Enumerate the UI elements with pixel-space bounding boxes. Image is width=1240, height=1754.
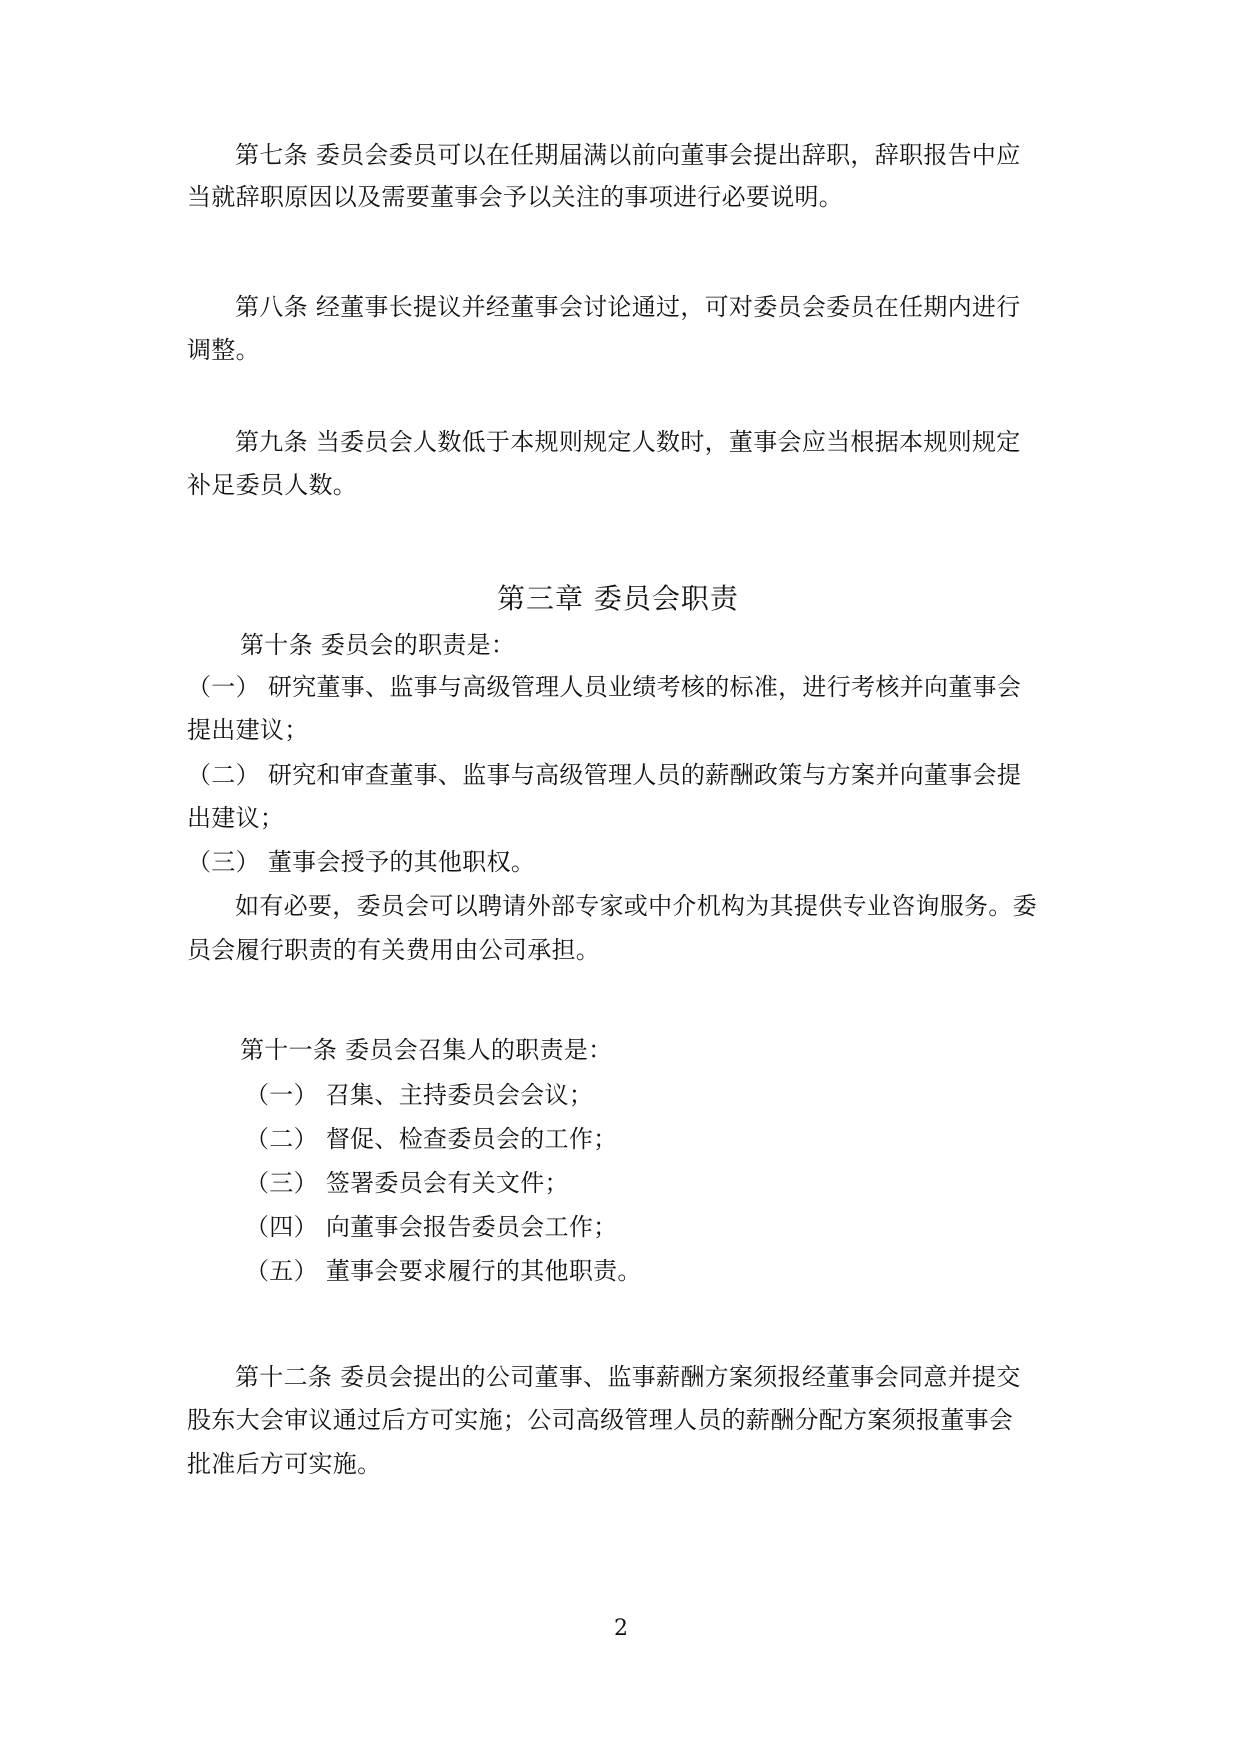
article-10-note-line-1: 如有必要，委员会可以聘请外部专家或中介机构为其提供专业咨询服务。委 (235, 892, 1037, 920)
article-10-note-line-2: 员会履行职责的有关费用由公司承担。 (187, 936, 601, 964)
article-8-line-1: 第八条 经董事长提议并经董事会讨论通过，可对委员会委员在任期内进行 (235, 293, 1021, 321)
article-12-line-1: 第十二条 委员会提出的公司董事、监事薪酬方案须报经董事会同意并提交 (235, 1363, 1021, 1391)
article-11-item: （二） 督促、检查委员会的工作； (245, 1125, 618, 1153)
article-10-intro: 第十条 委员会的职责是： (240, 631, 516, 659)
article-10-item-2-line-1: （二） 研究和审查董事、监事与高级管理人员的薪酬政策与方案并向董事会提 (187, 761, 1022, 789)
article-10-item-2-line-2: 出建议； (187, 804, 285, 832)
page-number: 2 (614, 1616, 629, 1641)
article-9-line-1: 第九条 当委员会人数低于本规则规定人数时，董事会应当根据本规则规定 (235, 428, 1021, 456)
article-11-item: （一） 召集、主持委员会会议； (245, 1081, 594, 1109)
article-8-line-2: 调整。 (187, 336, 260, 364)
article-9-line-2: 补足委员人数。 (187, 471, 358, 499)
article-10-item-1-line-1: （一） 研究董事、监事与高级管理人员业绩考核的标准，进行考核并向董事会 (187, 673, 1022, 701)
article-11-item: （五） 董事会要求履行的其他职责。 (245, 1257, 642, 1285)
article-11-intro: 第十一条 委员会召集人的职责是： (240, 1036, 613, 1064)
article-10-item-1-line-2: 提出建议； (187, 716, 309, 744)
article-7-line-2: 当就辞职原因以及需要董事会予以关注的事项进行必要说明。 (187, 183, 844, 211)
article-12-line-3: 批准后方可实施。 (187, 1450, 382, 1478)
article-11-item: （四） 向董事会报告委员会工作； (245, 1213, 618, 1241)
article-12-line-2: 股东大会审议通过后方可实施；公司高级管理人员的薪酬分配方案须报董事会 (187, 1406, 1014, 1434)
article-7-line-1: 第七条 委员会委员可以在任期届满以前向董事会提出辞职，辞职报告中应 (235, 141, 1021, 169)
chapter-title: 第三章 委员会职责 (497, 582, 739, 615)
article-11-item: （三） 签署委员会有关文件； (245, 1169, 569, 1197)
article-10-item-3: （三） 董事会授予的其他职权。 (187, 848, 536, 876)
